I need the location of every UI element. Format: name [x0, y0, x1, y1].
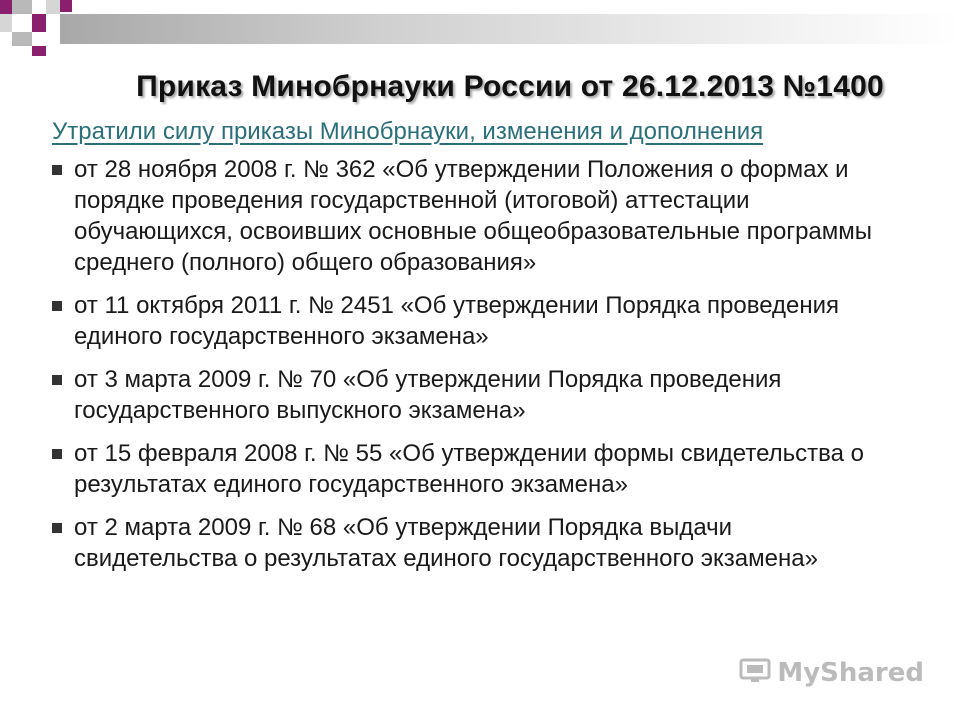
list-item: [52, 290, 892, 352]
watermark-text: MyShared: [777, 657, 924, 688]
list-item-text: от 3 марта 2009 г. № 70 «Об утверждении Порядка проведения государственного выпускного экзамена»: [74, 366, 782, 424]
list-item-text: от 2 марта 2009 г. № 68 «Об утверждении Порядка выдачи свидетельства о результатах единого государственного экзамена»: [74, 514, 818, 572]
square-bullet-icon: [52, 375, 62, 385]
decor-square: [0, 0, 12, 14]
projector-icon: [739, 656, 771, 689]
list-item: [52, 438, 892, 500]
decor-square: [60, 0, 72, 12]
list-item: [52, 364, 892, 426]
subtitle-link[interactable]: Утратили силу приказы Минобрнауки, изменения и дополнения: [52, 118, 764, 145]
decor-square: [12, 32, 32, 46]
slide-title: Приказ Минобрнауки России от 26.12.2013 №1400: [136, 70, 884, 103]
decor-square: [32, 46, 46, 56]
header-gradient-bar: [60, 14, 960, 44]
square-bullet-icon: [52, 301, 62, 311]
list-item: [52, 512, 892, 574]
list-item: [52, 154, 892, 278]
square-bullet-icon: [52, 523, 62, 533]
square-bullet-icon: [52, 165, 62, 175]
decor-square: [12, 0, 32, 14]
watermark: [739, 656, 924, 689]
decor-square: [0, 14, 12, 32]
list-item-text: от 15 февраля 2008 г. № 55 «Об утверждении формы свидетельства о результатах единого государственного экзамена»: [74, 440, 864, 498]
decor-square: [32, 14, 46, 32]
orders-list: [52, 154, 892, 586]
square-bullet-icon: [52, 449, 62, 459]
list-item-text: от 11 октября 2011 г. № 2451 «Об утверждении Порядка проведения единого государственного экзамена»: [74, 292, 840, 350]
decor-square: [46, 0, 60, 14]
list-item-text: от 28 ноября 2008 г. № 362 «Об утверждении Положения о формах и порядке проведения государственной (итоговой) аттестации обучающихся, освоивших основные общеобразовательные программы среднего (полного) общего образования»: [74, 156, 873, 276]
